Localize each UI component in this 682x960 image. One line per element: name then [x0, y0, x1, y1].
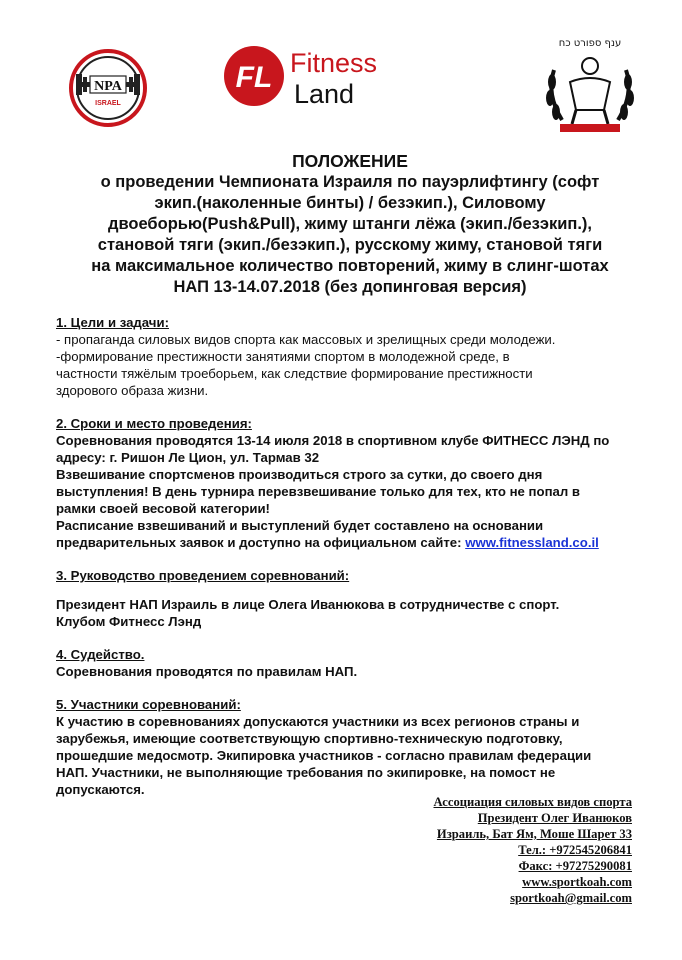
- paragraph-line: Взвешивание спортсменов производиться строго за сутки, до своего дня: [56, 467, 543, 482]
- paragraph-line: зарубежья, имеющие соответствующую спортивно-техническую подготовку,: [56, 731, 563, 746]
- paragraph-line: адресу: г. Ришон Ле Цион, ул. Тармав 32: [56, 450, 320, 465]
- section-heading: 5. Участники соревнований:: [56, 697, 241, 712]
- subtitle-line: двоеборью(Push&Pull), жиму штанги лёжа (экип./безэкип.),: [107, 215, 593, 233]
- section-participants: [56, 696, 656, 798]
- paragraph-line: здорового образа жизни.: [56, 383, 209, 398]
- address: Израиль, Бат Ям, Моше Шарет 33: [436, 827, 632, 841]
- section-management: [56, 567, 656, 630]
- paragraph-line: прошедшие медосмотр. Экипировка участников - согласно правилам федерации: [56, 748, 592, 763]
- paragraph-line: частности тяжёлым троеборьем, как следствие формирование престижности: [56, 366, 533, 381]
- document-title: ПОЛОЖЕНИЕ: [292, 151, 408, 171]
- land-word: Land: [294, 79, 355, 109]
- paragraph-line: Клубом Фитнесс Лэнд: [56, 614, 202, 629]
- paragraph-line: рамки своей весовой категории!: [56, 501, 270, 516]
- president-name: Президент Олег Иванюков: [477, 811, 632, 825]
- paragraph-line: - пропаганда силовых видов спорта как массовых и зрелищных среди молодежи.: [56, 332, 556, 347]
- paragraph-line: Расписание взвешиваний и выступлений будет составлено на основании: [56, 518, 544, 533]
- paragraph-line: НАП. Участники, не выполняющие требования по экипировке, на помост не: [56, 765, 556, 780]
- paragraph-line: допускаются.: [56, 782, 145, 797]
- npa-israel-logo: [68, 48, 148, 128]
- svg-text:FL: FL: [235, 61, 273, 94]
- document-header: [30, 150, 670, 298]
- paragraph-line-with-link: [56, 534, 656, 551]
- subtitle-line: становой тяги (экип./безэкип.), русскому жиму, становой тяги: [97, 236, 603, 254]
- website-link[interactable]: www.fitnessland.co.il: [465, 535, 599, 550]
- paragraph-line: -формирование престижности занятиями спортом в молодежной среде, в: [56, 349, 510, 364]
- section-heading: 3. Руководство проведением соревнований:: [56, 568, 350, 583]
- website[interactable]: www.sportkoah.com: [522, 875, 632, 889]
- paragraph-line: Соревнования проводятся 13-14 июля 2018 в спортивном клубе ФИТНЕСС ЛЭНД по: [56, 433, 610, 448]
- document-body: [56, 314, 656, 798]
- section-heading: 2. Сроки и место проведения:: [56, 416, 252, 431]
- paragraph-line: Соревнования проводятся по правилам НАП.: [56, 664, 358, 679]
- subtitle-line: о проведении Чемпионата Израиля по пауэрлифтингу (софт: [100, 173, 600, 191]
- npa-logo-text: NPA: [94, 79, 122, 94]
- section-goals: [56, 314, 656, 399]
- email[interactable]: sportkoah@gmail.com: [510, 891, 632, 905]
- subtitle-line: НАП 13-14.07.2018 (без допинговая версия): [173, 278, 527, 296]
- club-logo-text: ענף ספורט כח: [558, 38, 622, 49]
- paragraph-line: К участию в соревнованиях допускаются участники из всех регионов страны и: [56, 714, 580, 729]
- paragraph-text: предварительных заявок и доступно на официальном сайте:: [56, 535, 466, 550]
- subtitle-line: экип.(наколенные бинты) / безэкип.), Силовому: [154, 194, 546, 212]
- signature-block: [434, 794, 633, 906]
- phone: Тел.: +972545206841: [518, 843, 632, 857]
- fax: Факс: +97275290081: [518, 859, 632, 873]
- fitness-land-logo: [222, 40, 422, 112]
- npa-logo-subtext: ISRAEL: [95, 100, 121, 107]
- subtitle-line: на максимальное количество повторений, жиму в слинг-шотах: [91, 257, 609, 275]
- association-name: Ассоциация силовых видов спорта: [433, 795, 632, 809]
- club-emblem-logo: [532, 34, 648, 138]
- paragraph-line: выступления! В день турнира перевзвешивание только для тех, кто не попал в: [56, 484, 581, 499]
- section-dates-venue: [56, 415, 656, 551]
- paragraph-line: Президент НАП Израиль в лице Олега Иванюкова в сотрудничестве с спорт.: [56, 597, 560, 612]
- section-judging: [56, 646, 656, 680]
- section-heading: 1. Цели и задачи:: [56, 315, 169, 330]
- section-heading: 4. Судейство.: [56, 647, 145, 662]
- fitness-word: Fitness: [290, 48, 378, 78]
